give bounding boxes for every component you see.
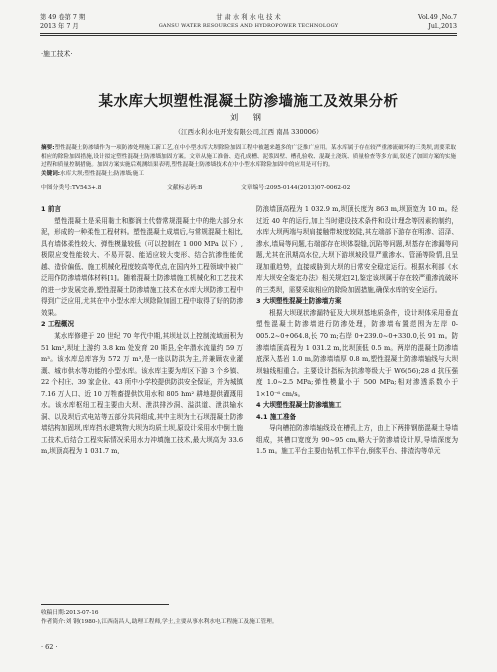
body-paragraph: 塑性混凝土是采用黏土和膨润土代替常规混凝土中的绝大部分水泥，形成的一种柔性工程材料。塑性混凝土成墙后,与常规混凝土相比,具有墙体柔性较大、弹性模量较低（可以控制在 1 000 MPa 以下）,极限应变性能较大、不易开裂、能适应较大变形、结合抗渗性能优越、造价偏低、施工机械化程度较高等优点,在国内外工程领域中被广泛用作防渗墙墙体材料[1]。随着混凝土防渗墙施工机械化和工艺技术的进一步发展完善,塑性混凝土防渗墙施工技术在水库大坝防渗工程中得到广泛应用,尤其在中小型水库大坝除险加固工程中取得了好的防渗效果。 [41,216,243,317]
volume-issue-en: Vol.49 ,No.7 [418,14,457,21]
issue-date-en: Jul.,2013 [428,23,457,30]
header-rule-top [40,33,457,34]
page-number: · 62 · [41,643,58,651]
keywords-label: 关键词: [41,170,61,177]
body-paragraph: 根据大坝现状渗漏特征及大坝坝基地质条件，设计坝体采用垂直塑性混凝土防渗墙进行防渗处理，防渗墙布置范围为左岸 0-005.2~0+064.8,长 70 m;右岸 0+239.0~0+330.0,长 91 m。防渗墙墙顶高程为 1 031.2 m,比坝顶低 0.5 m。两岸的混凝土防渗墙底深入基岩 1.0 m,防渗墙墙厚 0.8 m,塑性混凝土防渗墙轴线与大坝坝轴线相重合。主要设计指标为抗渗等级大于 W6(56);28 d 抗压强度 1.0~2.5 MPa;弹性模量小于 500 MPa;相对渗透系数小于 1×10⁻⁶ cm/s。 [256,308,458,398]
article-number: 文章编号:2095-0144(2013)07-0062-02 [241,185,351,191]
author-name: 刘 钢 [230,112,267,122]
footnote [41,609,456,627]
author-affiliation: （江西水利水电开发有限公司,江西 南昌 330006） [174,128,323,136]
classification-line [41,182,456,191]
section-heading: 4.1 施工准备 [256,412,297,421]
journal-name-en: GANSU WATER RESOURCES AND HYDROPOWER TECHNOLOGY [158,23,339,29]
body-paragraph: 某水库修建于 20 世纪 70 年代中期,其坝址以上控制流域面积为 51 km²,坝址上游约 3.8 km 处发育 20 斯县,全年潜水流量约 59 万 m³。该水库总库容为 572 万 m³,是一座以防洪为主,并兼顾农业灌溉、城市供水等功能的小型水库。该水库主要为库区下游 3 个乡镇、22 个村庄、39 家企业、43 所中小学校提供防洪安全保证，并为城镇 7.16 万人口、近 10 万牲畜提供饮用水和 805 hm² 耕地提供灌溉用水。该水库枢纽工程主要由大坝、泄洪排沙洞、溢洪道、泄洪输水洞、以及坝后式电站等五部分共同组成,其中主坝为土石坝混凝土防渗墙结构加固坝,库库挡水建筑物大坝为均质土坝,原设计采用水中倒土施工技术,后结合工程实际情况采用水力冲填施工技术,最大坝高为 33.6 m,坝顶高程为 1 031.7 m, [41,332,243,456]
section-tag: ·施工技术· [41,50,73,58]
volume-issue: 第 49 卷第 7 期 [40,14,86,21]
running-header [40,13,457,35]
abstract-label: 摘要: [41,145,55,151]
author-bio: 作者简介:刘 钢(1980-),江西南昌人,助理工程师,学士,主要从事水利水电工程施工及施工管理。 [41,619,278,625]
article-title: 某水库大坝塑性混凝土防渗墙施工及效果分析 [98,94,399,110]
section-heading: 1 前言 [41,205,61,213]
abstract-text: 塑性混凝土防渗墙作为一项防渗处理施工新工艺,在中小型水库大坝除险加固工程中被越来越多的广泛推广应用。某水库属于存在较严重渗流破坏的三类坝,需要采取相应的除险加固措施,设计拟定塑性混凝土防渗墙加固方案。文章从施工准备、造孔成槽、泥浆固壁、槽孔验收、混凝土浇筑、质量检查等多方面,叙述了加固方案的实施过程和质量控制措施。加固方案实施后观测结果表明,塑性混凝土防渗墙技术在中小型水库除险加固中的应用是可行的。 [41,145,456,169]
body-paragraph: 防浪墙顶高程为 1 032.9 m,坝顶长度为 863 m,坝顶宽为 10 m。经过近 40 年的运行,加上当时建设技术条件和设计理念等因素的制约，水库大坝两端与坝肩接触带坡度较陡,其左端部下游存在明渗、沼泽、渗水,墙局等问题,右端部存在坝体裂缝,沉陷等问题,坝基存在渗漏等问题,尤其在汛期高水位,大坝下游坝坡段显严重渗水、管涌等险情,且呈现加重趋势，直接威胁到大坝的日常安全稳定运行。根据水利部《水库大坝安全鉴定办法》相关规定[2],鉴定该坝属于存在较严重渗流破坏的三类坝，需要采取相应的除险加固措施,确保水库的安全运行。 [256,205,458,294]
received-date: 收稿日期:2013-07-16 [41,610,99,616]
body-column-right [256,204,458,458]
journal-name-cn: 甘 肃 水 利 水 电 技 术 [216,14,281,21]
issue-date: 2013 年 7 月 [40,23,79,30]
abstract-block [41,144,456,178]
footnote-rule [41,604,169,605]
header-rule-bottom [40,35,457,36]
document-code: 文献标志码:B [167,185,203,191]
issue-info-en [418,13,457,31]
section-heading: 4 大坝塑性混凝土防渗墙施工 [256,401,342,410]
body-paragraph: 导向槽拍防渗墙轴线设在槽孔上方，由上下两排钢筋混凝土导墙组成，其槽口宽度为 90~95 cm,略大于防渗墙设计厚,导墙深度为 1.5 m。施工平台主要由钻机工作平台,倒浆平台、排渣沟等单元 [256,424,458,456]
section-heading: 2 工程概况 [41,320,75,329]
keywords-text: 水库大坝;塑性混凝土;防渗墙;施工 [60,170,144,177]
journal-name [40,13,457,31]
section-heading: 3 大坝塑性混凝土防渗墙方案 [256,297,342,306]
clc-number: 中图分类号:TV543+.8 [41,185,102,191]
body-column-left [41,204,243,458]
